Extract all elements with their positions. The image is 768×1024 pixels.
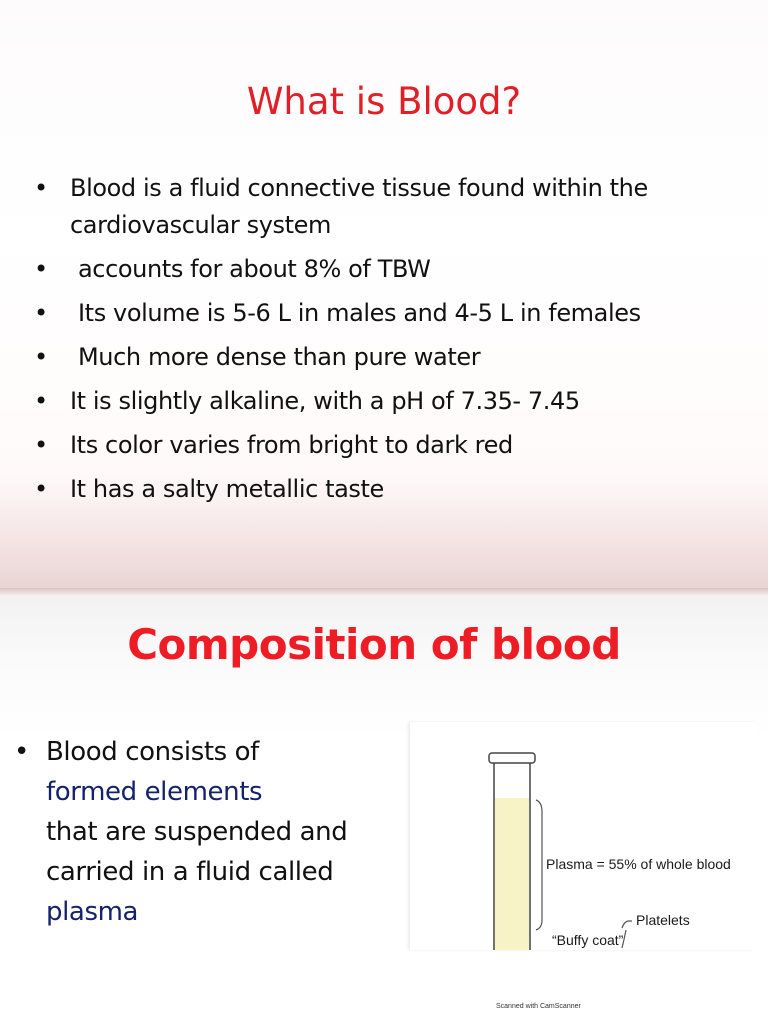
buffy-coat-label: “Buffy coat”: [552, 932, 624, 948]
bullet-icon: •: [34, 255, 48, 283]
bullet-item: [34, 170, 744, 244]
paragraph-part1: Blood consists of: [46, 737, 259, 767]
plasma-label: Plasma = 55% of whole blood: [546, 856, 731, 872]
bullet-text: It has a salty metallic taste: [70, 475, 384, 503]
bullet-icon: •: [14, 737, 29, 767]
platelets-leader: [622, 921, 632, 928]
slide2-title: Composition of blood: [127, 620, 621, 669]
slide2-bullet-paragraph: [14, 732, 374, 932]
bullet-icon: •: [34, 431, 48, 459]
paragraph-text: [14, 732, 374, 932]
bullet-icon: •: [34, 475, 48, 503]
bullet-text: Much more dense than pure water: [78, 343, 481, 371]
bullet-icon: •: [34, 343, 48, 371]
bullet-item: [34, 295, 744, 332]
tube-rim: [489, 753, 535, 763]
bullet-icon: •: [34, 174, 48, 202]
bullet-text-line1: Blood is a fluid connective tissue found within the: [70, 174, 648, 202]
bullet-text: It is slightly alkaline, with a pH of 7.35- 7.45: [70, 387, 580, 415]
slide-separator: [0, 588, 768, 596]
bullet-text: accounts for about 8% of TBW: [78, 255, 431, 283]
bullet-item: [34, 339, 744, 376]
paragraph-highlight-formed-elements: formed elements: [46, 777, 263, 807]
paragraph-highlight-plasma: plasma: [46, 897, 139, 927]
test-tube-diagram: [410, 722, 755, 950]
slide1-title: What is Blood?: [246, 80, 522, 123]
bullet-text-line2: cardiovascular system: [70, 211, 331, 239]
bullet-item: [34, 383, 744, 420]
plasma-bracket: [536, 800, 542, 930]
plasma-layer: [495, 798, 529, 950]
scanner-watermark: Scanned with CamScanner: [496, 1003, 581, 1010]
platelets-label: Platelets: [636, 912, 690, 928]
slide1-bullet-list: [34, 170, 744, 515]
bullet-item: [34, 471, 744, 508]
bullet-text: Its volume is 5-6 L in males and 4-5 L in females: [78, 299, 641, 327]
bullet-icon: •: [34, 299, 48, 327]
bullet-text: Its color varies from bright to dark red: [70, 431, 513, 459]
paragraph-part2: that are suspended and carried in a fluid called: [46, 817, 348, 887]
bullet-item: [34, 427, 744, 464]
test-tube-illustration: [410, 722, 755, 950]
bullet-icon: •: [34, 387, 48, 415]
bullet-item: [34, 251, 744, 288]
